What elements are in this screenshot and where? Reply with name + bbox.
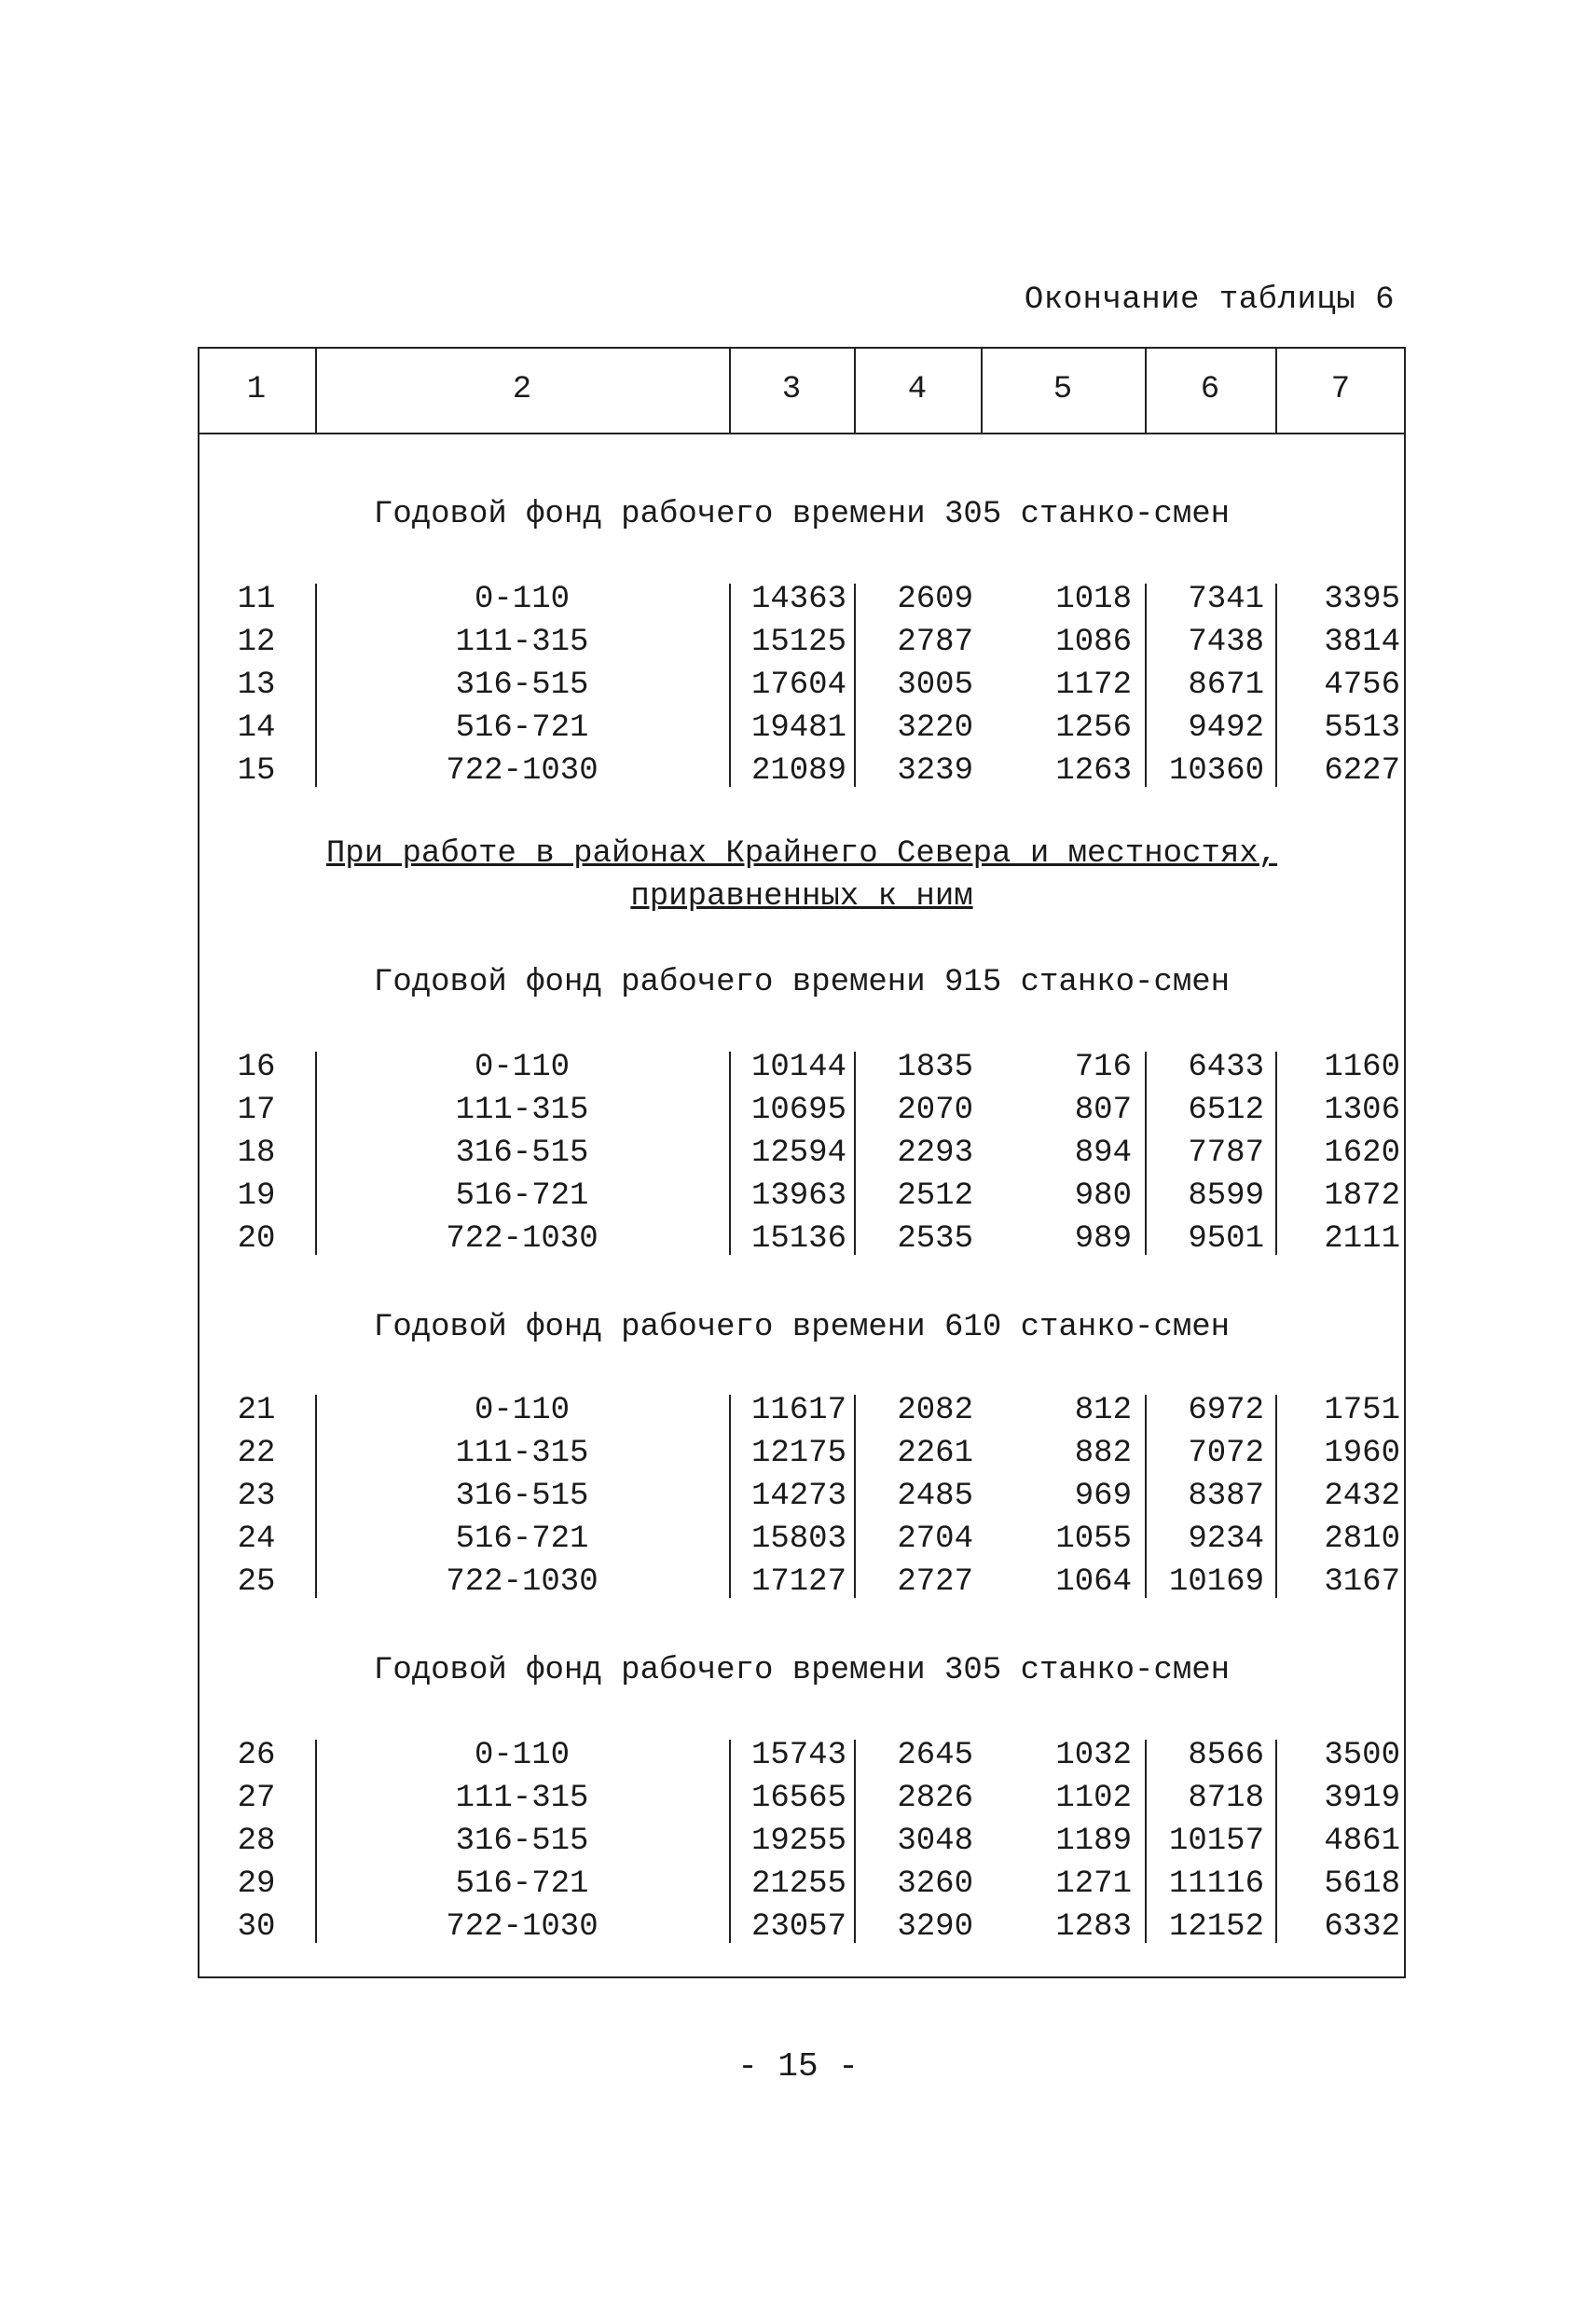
- column-divider: [729, 1395, 731, 1598]
- column-header: 5: [1053, 372, 1073, 407]
- table-cell: 316-515: [455, 668, 589, 703]
- table-cell: 4756: [1324, 668, 1400, 703]
- table-cell: 11116: [1168, 1866, 1264, 1902]
- table-cell: 2485: [897, 1479, 973, 1514]
- table-cell: 18: [237, 1136, 276, 1171]
- table-cell: 2535: [897, 1221, 973, 1257]
- table-cell: 7438: [1188, 625, 1264, 660]
- column-header: 2: [512, 372, 532, 407]
- table-cell: 20: [237, 1221, 276, 1257]
- table-cell: 1064: [1055, 1564, 1132, 1600]
- section-title: Годовой фонд рабочего времени 305 станко-смен: [373, 497, 1231, 532]
- table-cell: 882: [1074, 1436, 1132, 1471]
- table-cell: 2704: [897, 1521, 973, 1557]
- table-cell: 1620: [1324, 1136, 1400, 1171]
- table-cell: 1960: [1324, 1436, 1400, 1471]
- table-cell: 1271: [1055, 1866, 1132, 1902]
- table-row: [198, 1518, 1406, 1561]
- table-cell: 3048: [897, 1824, 973, 1859]
- table-cell: 23057: [750, 1909, 846, 1945]
- table-cell: 3167: [1324, 1564, 1400, 1600]
- table-cell: 8566: [1188, 1738, 1264, 1773]
- table-cell: 30: [237, 1909, 276, 1945]
- table-cell: 10157: [1168, 1824, 1264, 1859]
- table-cell: 969: [1074, 1479, 1132, 1514]
- table-cell: 3500: [1324, 1738, 1400, 1773]
- table-row: [198, 1132, 1406, 1175]
- table-cell: 111-315: [455, 1093, 589, 1128]
- table-cell: 1055: [1055, 1521, 1132, 1557]
- column-divider: [854, 1052, 856, 1255]
- table-cell: 1172: [1055, 668, 1132, 703]
- table-cell: 10169: [1168, 1564, 1264, 1600]
- table-cell: 722-1030: [446, 1221, 598, 1257]
- table-cell: 111-315: [455, 1781, 589, 1816]
- table-cell: 3239: [897, 753, 973, 789]
- table-row: [198, 664, 1406, 707]
- table-cell: 5618: [1324, 1866, 1400, 1902]
- table-cell: 722-1030: [446, 1909, 598, 1945]
- table-cell: 13: [237, 668, 276, 703]
- table-cell: 7341: [1188, 582, 1264, 617]
- table-cell: 1872: [1324, 1178, 1400, 1214]
- column-divider: [315, 1740, 317, 1943]
- table-cell: 1032: [1055, 1738, 1132, 1773]
- table-cell: 10695: [750, 1093, 846, 1128]
- table-cell: 9501: [1188, 1221, 1264, 1257]
- table-cell: 3260: [897, 1866, 973, 1902]
- table-cell: 16565: [750, 1781, 846, 1816]
- table-cell: 4861: [1324, 1824, 1400, 1859]
- table-cell: 21089: [750, 753, 846, 789]
- table-cell: 111-315: [455, 1436, 589, 1471]
- table-cell: 3919: [1324, 1781, 1400, 1816]
- table-row: [198, 1432, 1406, 1475]
- table-cell: 316-515: [455, 1136, 589, 1171]
- table-cell: 894: [1074, 1136, 1132, 1171]
- table-cell: 980: [1074, 1178, 1132, 1214]
- table-cell: 3290: [897, 1909, 973, 1945]
- table-cell: 14: [237, 710, 276, 746]
- table-cell: 12: [237, 625, 276, 660]
- table-cell: 2261: [897, 1436, 973, 1471]
- table-cell: 516-721: [455, 1178, 589, 1214]
- table-cell: 3395: [1324, 582, 1400, 617]
- table-cell: 0-110: [474, 582, 571, 617]
- table-cell: 15803: [750, 1521, 846, 1557]
- table-cell: 6227: [1324, 753, 1400, 789]
- table-cell: 19: [237, 1178, 276, 1214]
- table-cell: 6332: [1324, 1909, 1400, 1945]
- table-cell: 2111: [1324, 1221, 1400, 1257]
- table-cell: 989: [1074, 1221, 1132, 1257]
- table-cell: 21255: [750, 1866, 846, 1902]
- table-row: [198, 1906, 1406, 1948]
- table-cell: 22: [237, 1436, 276, 1471]
- table-cell: 1835: [897, 1050, 973, 1085]
- table-cell: 3220: [897, 710, 973, 746]
- column-divider: [1145, 1052, 1147, 1255]
- region-heading-line1: При работе в районах Крайнего Севера и местностях,: [325, 836, 1278, 872]
- column-divider: [1145, 1740, 1147, 1943]
- table-cell: 15136: [750, 1221, 846, 1257]
- table-cell: 15743: [750, 1738, 846, 1773]
- column-divider: [854, 584, 856, 787]
- table-cell: 15: [237, 753, 276, 789]
- table-cell: 1102: [1055, 1781, 1132, 1816]
- table-cell: 6512: [1188, 1093, 1264, 1128]
- table-row: [198, 578, 1406, 621]
- header-bottom-border: [198, 433, 1406, 434]
- table-cell: 9492: [1188, 710, 1264, 746]
- table-cell: 21: [237, 1393, 276, 1428]
- table-cell: 8671: [1188, 668, 1264, 703]
- table-row: [198, 1089, 1406, 1132]
- table-cell: 17: [237, 1093, 276, 1128]
- column-divider: [729, 584, 731, 787]
- table-cell: 516-721: [455, 710, 589, 746]
- table-cell: 8599: [1188, 1178, 1264, 1214]
- table-cell: 722-1030: [446, 753, 598, 789]
- column-header: 4: [907, 372, 928, 407]
- table-row: [198, 621, 1406, 664]
- table-cell: 6433: [1188, 1050, 1264, 1085]
- column-divider: [1275, 584, 1277, 787]
- table-cell: 8387: [1188, 1479, 1264, 1514]
- table-cell: 0-110: [474, 1393, 571, 1428]
- table-row: [198, 1175, 1406, 1218]
- column-divider: [315, 1395, 317, 1598]
- table-cell: 26: [237, 1738, 276, 1773]
- table-cell: 316-515: [455, 1824, 589, 1859]
- table-cell: 3005: [897, 668, 973, 703]
- table-cell: 2787: [897, 625, 973, 660]
- table-cell: 2432: [1324, 1479, 1400, 1514]
- table-cell: 23: [237, 1479, 276, 1514]
- table-cell: 1189: [1055, 1824, 1132, 1859]
- table-cell: 716: [1074, 1050, 1132, 1085]
- table-cell: 12594: [750, 1136, 846, 1171]
- table-caption: Окончание таблицы 6: [1024, 282, 1395, 318]
- table-cell: 13963: [750, 1178, 846, 1214]
- table-cell: 1283: [1055, 1909, 1132, 1945]
- table-cell: 1160: [1324, 1050, 1400, 1085]
- table-cell: 24: [237, 1521, 276, 1557]
- table-cell: 1263: [1055, 753, 1132, 789]
- column-header: 3: [781, 372, 802, 407]
- table-cell: 17604: [750, 668, 846, 703]
- table-row: [198, 1777, 1406, 1820]
- table-cell: 2810: [1324, 1521, 1400, 1557]
- data-table: [198, 347, 1406, 1976]
- table-cell: 516-721: [455, 1521, 589, 1557]
- table-cell: 5513: [1324, 710, 1400, 746]
- table-cell: 7787: [1188, 1136, 1264, 1171]
- table-cell: 316-515: [455, 1479, 589, 1514]
- table-cell: 2082: [897, 1393, 973, 1428]
- table-cell: 2609: [897, 582, 973, 617]
- table-cell: 11: [237, 582, 276, 617]
- table-cell: 2645: [897, 1738, 973, 1773]
- table-cell: 15125: [750, 625, 846, 660]
- table-top-border: [198, 347, 1406, 349]
- table-cell: 14363: [750, 582, 846, 617]
- table-cell: 12152: [1168, 1909, 1264, 1945]
- table-cell: 1018: [1055, 582, 1132, 617]
- table-row: [198, 1218, 1406, 1260]
- table-row: [198, 750, 1406, 792]
- table-cell: 11617: [750, 1393, 846, 1428]
- table-cell: 2070: [897, 1093, 973, 1128]
- table-cell: 25: [237, 1564, 276, 1600]
- table-cell: 516-721: [455, 1866, 589, 1902]
- column-divider: [315, 1052, 317, 1255]
- table-row: [198, 1863, 1406, 1906]
- table-cell: 111-315: [455, 625, 589, 660]
- column-divider: [729, 1052, 731, 1255]
- table-row: [198, 1389, 1406, 1432]
- table-cell: 6972: [1188, 1393, 1264, 1428]
- column-divider: [1275, 1395, 1277, 1598]
- column-divider: [1275, 1740, 1277, 1943]
- column-divider: [315, 584, 317, 787]
- column-header: 7: [1330, 372, 1351, 407]
- table-cell: 16: [237, 1050, 276, 1085]
- table-cell: 8718: [1188, 1781, 1264, 1816]
- table-cell: 1751: [1324, 1393, 1400, 1428]
- column-divider: [854, 1395, 856, 1598]
- table-cell: 2826: [897, 1781, 973, 1816]
- table-cell: 0-110: [474, 1050, 571, 1085]
- table-cell: 7072: [1188, 1436, 1264, 1471]
- column-divider: [729, 1740, 731, 1943]
- table-cell: 14273: [750, 1479, 846, 1514]
- table-cell: 10144: [750, 1050, 846, 1085]
- region-heading-line2: приравненных к ним: [630, 879, 973, 915]
- table-cell: 807: [1074, 1093, 1132, 1128]
- table-cell: 29: [237, 1866, 276, 1902]
- table-row: [198, 1046, 1406, 1089]
- table-cell: 1256: [1055, 710, 1132, 746]
- table-cell: 1086: [1055, 625, 1132, 660]
- table-cell: 19481: [750, 710, 846, 746]
- table-cell: 812: [1074, 1393, 1132, 1428]
- table-row: [198, 1561, 1406, 1604]
- section-title: Годовой фонд рабочего времени 305 станко-смен: [373, 1653, 1231, 1688]
- table-cell: 28: [237, 1824, 276, 1859]
- table-cell: 2512: [897, 1178, 973, 1214]
- section-title: Годовой фонд рабочего времени 915 станко-смен: [373, 965, 1231, 1000]
- table-cell: 2293: [897, 1136, 973, 1171]
- column-header: 1: [246, 372, 267, 407]
- section-title: Годовой фонд рабочего времени 610 станко-смен: [373, 1310, 1231, 1345]
- table-cell: 722-1030: [446, 1564, 598, 1600]
- table-cell: 12175: [750, 1436, 846, 1471]
- table-cell: 9234: [1188, 1521, 1264, 1557]
- table-bottom-border: [198, 1976, 1406, 1978]
- table-row: [198, 707, 1406, 750]
- table-cell: 27: [237, 1781, 276, 1816]
- table-cell: 17127: [750, 1564, 846, 1600]
- column-divider: [1145, 584, 1147, 787]
- table-cell: 3814: [1324, 625, 1400, 660]
- column-divider: [1275, 1052, 1277, 1255]
- table-cell: 1306: [1324, 1093, 1400, 1128]
- table-row: [198, 1475, 1406, 1518]
- table-cell: 19255: [750, 1824, 846, 1859]
- column-divider: [1145, 1395, 1147, 1598]
- column-header: 6: [1200, 372, 1220, 407]
- page-number: - 15 -: [737, 2047, 859, 2086]
- table-cell: 10360: [1168, 753, 1264, 789]
- table-row: [198, 1820, 1406, 1863]
- column-divider: [854, 1740, 856, 1943]
- table-cell: 0-110: [474, 1738, 571, 1773]
- table-cell: 2727: [897, 1564, 973, 1600]
- table-row: [198, 1734, 1406, 1777]
